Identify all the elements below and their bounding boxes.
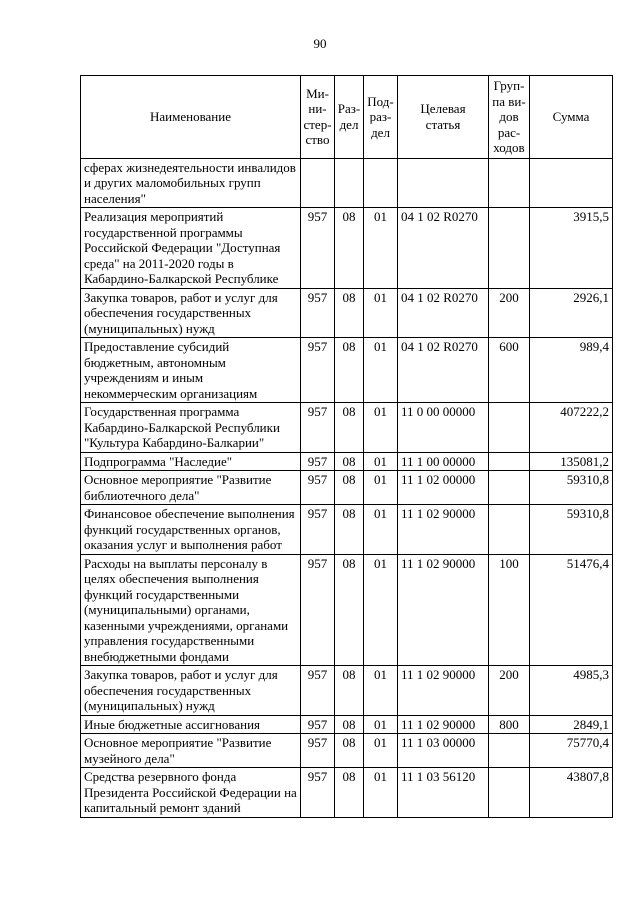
header-subsection (364, 76, 398, 159)
table-row (81, 505, 613, 555)
row-ministry: 957 (301, 288, 335, 338)
row-ministry: 957 (301, 505, 335, 555)
table-row (81, 288, 613, 338)
row-ministry: 957 (301, 554, 335, 666)
row-section: 08 (335, 666, 364, 716)
row-section: 08 (335, 338, 364, 403)
row-expense-group (489, 505, 530, 555)
row-target-article: 11 1 02 90000 (398, 715, 489, 734)
row-name: Государственная программа Кабардино-Балкарской Республики "Культура Кабардино-Балкарии" (81, 403, 301, 453)
row-amount: 43807,8 (530, 768, 613, 818)
row-name: Закупка товаров, работ и услуг для обеспечения государственных (муниципальных) нужд (81, 666, 301, 716)
row-name: Основное мероприятие "Развитие библиотечного дела" (81, 471, 301, 505)
row-ministry: 957 (301, 715, 335, 734)
row-expense-group: 600 (489, 338, 530, 403)
row-subsection (364, 158, 398, 208)
row-amount: 989,4 (530, 338, 613, 403)
row-expense-group (489, 471, 530, 505)
row-expense-group (489, 452, 530, 471)
table-row (81, 715, 613, 734)
budget-table (80, 75, 613, 818)
row-target-article: 11 1 03 00000 (398, 734, 489, 768)
table-row (81, 471, 613, 505)
header-line: Груп- (493, 78, 525, 93)
row-name: Реализация мероприятий государственной программы Российской Федерации "Доступная среда" на 2011-2020 годы в Кабардино-Балкарской Республике (81, 208, 301, 289)
table-row (81, 734, 613, 768)
row-subsection: 01 (364, 715, 398, 734)
header-line: ходов (493, 140, 525, 155)
row-name: Предоставление субсидий бюджетным, автономным учреждениям и иным некоммерческим организациям (81, 338, 301, 403)
row-amount: 407222,2 (530, 403, 613, 453)
row-ministry: 957 (301, 734, 335, 768)
row-ministry: 957 (301, 208, 335, 289)
header-line: рас- (497, 124, 521, 140)
row-amount: 135081,2 (530, 452, 613, 471)
row-ministry: 957 (301, 403, 335, 453)
row-section: 08 (335, 403, 364, 453)
row-ministry: 957 (301, 338, 335, 403)
header-amount: Сумма (530, 76, 613, 159)
row-expense-group: 100 (489, 554, 530, 666)
header-line: Ми- (306, 85, 329, 101)
table-row (81, 666, 613, 716)
row-amount: 4985,3 (530, 666, 613, 716)
row-subsection: 01 (364, 452, 398, 471)
header-line: раз- (369, 109, 392, 124)
header-expense-group (489, 76, 530, 159)
row-name: Иные бюджетные ассигнования (81, 715, 301, 734)
row-section: 08 (335, 208, 364, 289)
row-subsection: 01 (364, 666, 398, 716)
table-header-row (81, 76, 613, 159)
row-subsection: 01 (364, 734, 398, 768)
row-amount: 2926,1 (530, 288, 613, 338)
row-section: 08 (335, 768, 364, 818)
row-target-article: 11 1 00 00000 (398, 452, 489, 471)
header-line: ство (305, 132, 330, 148)
row-target-article: 11 1 02 90000 (398, 505, 489, 555)
row-section: 08 (335, 734, 364, 768)
table-row (81, 208, 613, 289)
row-expense-group: 200 (489, 666, 530, 716)
row-target-article (398, 158, 489, 208)
header-ministry (301, 76, 335, 159)
row-name: Закупка товаров, работ и услуг для обеспечения государственных (муниципальных) нужд (81, 288, 301, 338)
row-subsection: 01 (364, 554, 398, 666)
header-target (398, 76, 489, 159)
row-name: сферах жизнедеятельности инвалидов и других маломобильных групп населения" (81, 158, 301, 208)
row-amount: 59310,8 (530, 471, 613, 505)
row-subsection: 01 (364, 403, 398, 453)
row-expense-group (489, 734, 530, 768)
table-row (81, 158, 613, 208)
row-target-article: 04 1 02 R0270 (398, 208, 489, 289)
table-row (81, 554, 613, 666)
row-name: Средства резервного фонда Президента Российской Федерации на капитальный ремонт зданий (81, 768, 301, 818)
row-target-article: 11 1 03 56120 (398, 768, 489, 818)
row-section: 08 (335, 288, 364, 338)
row-ministry: 957 (301, 471, 335, 505)
table-row (81, 338, 613, 403)
row-expense-group (489, 768, 530, 818)
row-subsection: 01 (364, 208, 398, 289)
row-target-article: 11 0 00 00000 (398, 403, 489, 453)
row-name: Основное мероприятие "Развитие музейного дела" (81, 734, 301, 768)
row-name: Расходы на выплаты персоналу в целях обеспечения выполнения функций государственными (муниципальными) органами, казенными учреждениями, органами управления государственными внебюджетными фондами (81, 554, 301, 666)
header-line: ни- (308, 101, 327, 117)
header-line: Под- (367, 93, 394, 109)
row-subsection: 01 (364, 505, 398, 555)
row-ministry (301, 158, 335, 208)
row-subsection: 01 (364, 471, 398, 505)
row-amount: 75770,4 (530, 734, 613, 768)
row-amount: 51476,4 (530, 554, 613, 666)
row-expense-group (489, 208, 530, 289)
row-section (335, 158, 364, 208)
row-ministry: 957 (301, 768, 335, 818)
row-target-article: 11 1 02 00000 (398, 471, 489, 505)
row-target-article: 04 1 02 R0270 (398, 338, 489, 403)
row-section: 08 (335, 505, 364, 555)
row-amount: 59310,8 (530, 505, 613, 555)
row-name: Подпрограмма "Наследие" (81, 452, 301, 471)
row-expense-group (489, 158, 530, 208)
row-subsection: 01 (364, 338, 398, 403)
header-line: па ви- (492, 93, 526, 109)
table-row (81, 452, 613, 471)
row-section: 08 (335, 471, 364, 505)
row-subsection: 01 (364, 288, 398, 338)
row-name: Финансовое обеспечение выполнения функций государственных органов, оказания услуг и выполнения работ (81, 505, 301, 555)
row-section: 08 (335, 554, 364, 666)
page-number: 90 (313, 36, 327, 51)
header-line: Целевая (420, 101, 466, 117)
table-body (81, 158, 613, 817)
header-line: Раз- (337, 101, 361, 117)
header-line: дел (339, 116, 359, 132)
row-expense-group: 200 (489, 288, 530, 338)
row-subsection: 01 (364, 768, 398, 818)
header-name: Наименование (81, 76, 301, 159)
row-section: 08 (335, 452, 364, 471)
row-ministry: 957 (301, 452, 335, 471)
row-expense-group (489, 403, 530, 453)
row-target-article: 11 1 02 90000 (398, 666, 489, 716)
row-expense-group: 800 (489, 715, 530, 734)
table-row (81, 768, 613, 818)
row-amount: 2849,1 (530, 715, 613, 734)
header-line: статья (425, 116, 461, 132)
row-amount: 3915,5 (530, 208, 613, 289)
row-section: 08 (335, 715, 364, 734)
header-line: дел (371, 124, 390, 140)
row-ministry: 957 (301, 666, 335, 716)
table-row (81, 403, 613, 453)
header-line: дов (499, 109, 519, 124)
row-target-article: 04 1 02 R0270 (398, 288, 489, 338)
header-line: стер- (303, 116, 332, 132)
row-amount (530, 158, 613, 208)
row-target-article: 11 1 02 90000 (398, 554, 489, 666)
header-section (335, 76, 364, 159)
